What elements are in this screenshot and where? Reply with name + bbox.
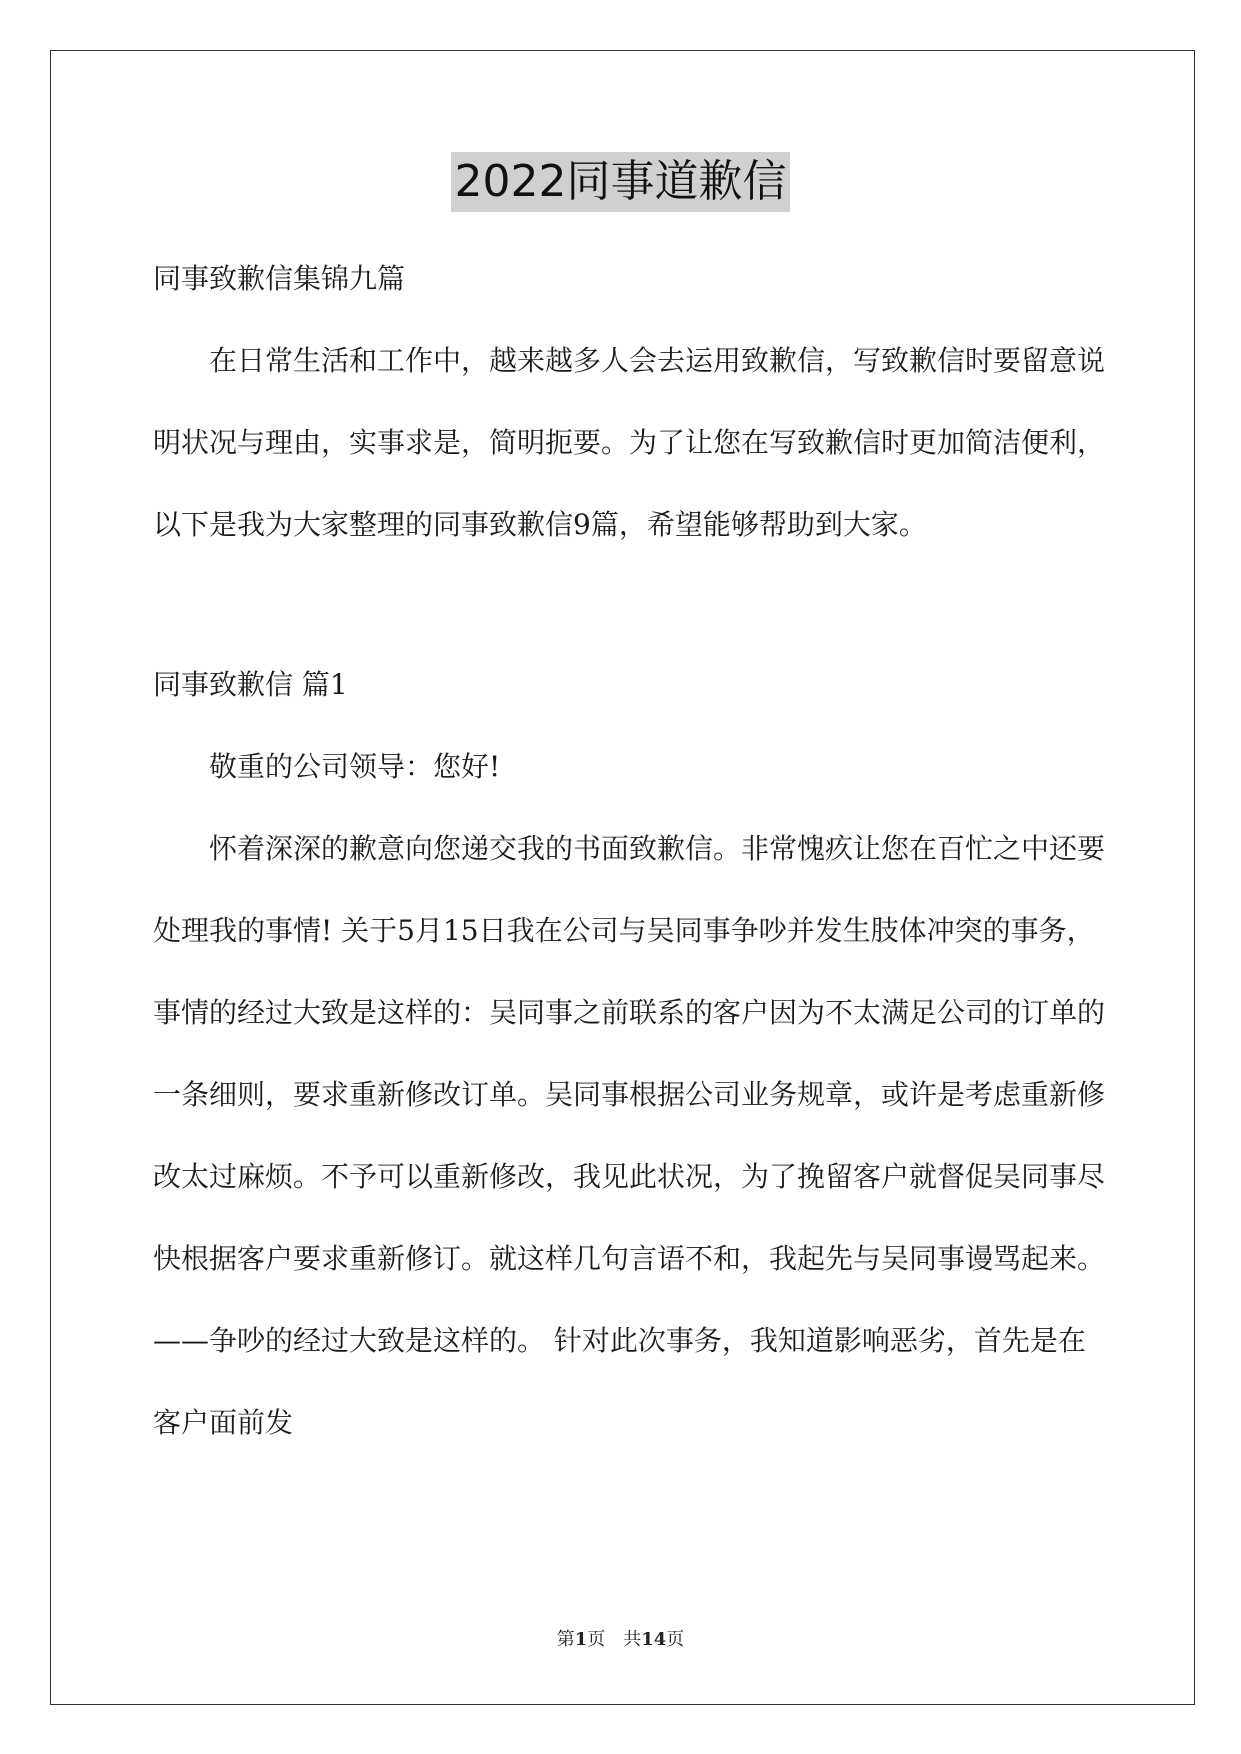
section-heading: 同事致歉信 篇1 [153, 668, 348, 701]
page-prefix: 第 [556, 1629, 575, 1650]
document-title: 2022同事道歉信 [451, 152, 791, 212]
document-body [153, 238, 1113, 1464]
salutation: 敬重的公司领导：您好! [209, 750, 501, 783]
body-paragraph: 怀着深深的歉意向您递交我的书面致歉信。非常愧疚让您在百忙之中还要处理我的事情! 关于5月15日我在公司与吴同事争吵并发生肢体冲突的事务，事情的经过大致是这样的：吴同事之前联系的客户因为不太满足公司的订单的一条细则，要求重新修改订单。吴同事根据公司业务规章，或许是考虑重新修改太过麻烦。不予可以重新修改，我见此状况，为了挽留客户就督促吴同事尽快根据客户要求重新修订。就这样几句言语不和，我起先与吴同事谩骂起来。——争吵的经过大致是这样的。 针对此次事务，我知道影响恶劣，首先是在客户面前发 [153, 832, 1106, 1439]
total-suffix: 页 [666, 1629, 685, 1650]
intro-paragraph: 在日常生活和工作中，越来越多人会去运用致歉信，写致歉信时要留意说明状况与理由，实事求是，简明扼要。为了让您在写致歉信时更加简洁便利，以下是我为大家整理的同事致歉信9篇，希望能够帮助到大家。 [153, 344, 1106, 541]
page-current: 1 [574, 1629, 588, 1650]
total-prefix: 共 [623, 1629, 642, 1650]
page-total: 14 [641, 1629, 667, 1650]
section-spacer [153, 566, 1113, 644]
page-mid: 页 [587, 1629, 606, 1650]
page-footer [0, 1628, 1241, 1652]
title-container [0, 152, 1241, 212]
document-subtitle: 同事致歉信集锦九篇 [153, 262, 406, 295]
